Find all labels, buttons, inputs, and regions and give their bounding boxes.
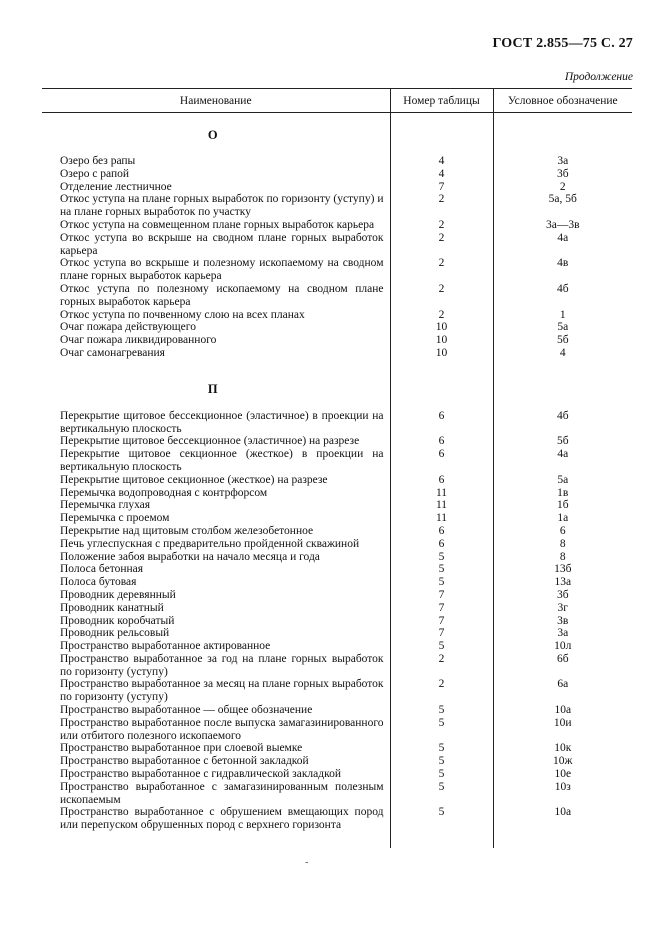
symbol-code: 6б: [493, 653, 632, 679]
table-number: 2: [390, 257, 493, 283]
symbol-code: 4а: [493, 448, 632, 474]
symbol-code: 5а: [493, 474, 632, 487]
table-number: 2: [390, 678, 493, 704]
designation-name: Положение забоя выработки на начало месяца и года: [60, 550, 320, 563]
empty-cell: [390, 360, 493, 368]
table-number: 5: [390, 781, 493, 807]
symbol-code: 5б: [493, 334, 632, 347]
table-number: 5: [390, 755, 493, 768]
designation-name: Пространство выработанное — общее обозначение: [60, 704, 313, 717]
table-number: 5: [390, 551, 493, 564]
empty-cell: [493, 360, 632, 368]
table-number: 5: [390, 563, 493, 576]
section-gap: [42, 360, 632, 368]
table-row: [42, 717, 632, 743]
table-row: [42, 193, 632, 219]
designation-name: Проводник деревянный: [60, 588, 176, 601]
symbol-code: 13а: [493, 576, 632, 589]
symbol-code: 10е: [493, 768, 632, 781]
designation-name: Отделение лестничное: [60, 180, 172, 193]
symbol-code: 5а, 5б: [493, 193, 632, 219]
table-row: [42, 168, 632, 181]
table-row: [42, 653, 632, 679]
table-number: 7: [390, 589, 493, 602]
table-number: 5: [390, 717, 493, 743]
table-number: 6: [390, 538, 493, 551]
designation-name: Полоса бетонная: [60, 563, 144, 576]
symbol-code: 1б: [493, 499, 632, 512]
designation-name: Озеро без рапы: [60, 155, 136, 167]
designation-name: Пространство выработанное с гидравлической закладкой: [60, 768, 342, 781]
designation-name: Полоса бутовая: [60, 576, 137, 589]
table-number: 2: [390, 309, 493, 322]
section-letter: П: [207, 382, 218, 397]
table-row: [42, 742, 632, 755]
designation-name: Откос уступа на совмещенном плане горных выработок карьера: [60, 218, 375, 231]
symbol-code: 13б: [493, 563, 632, 576]
table-number: 5: [390, 806, 493, 832]
section-heading-row: [42, 113, 632, 156]
symbol-code: 4б: [493, 283, 632, 309]
table-row: [42, 678, 632, 704]
table-row: [42, 538, 632, 551]
table-number: 2: [390, 193, 493, 219]
table-number: 5: [390, 576, 493, 589]
symbol-code: 8: [493, 538, 632, 551]
table-number: 7: [390, 627, 493, 640]
symbol-code: 10ж: [493, 755, 632, 768]
table-row: [42, 257, 632, 283]
symbol-code: 1а: [493, 512, 632, 525]
symbol-code: 8: [493, 551, 632, 564]
designation-name: Перекрытие щитовое бессекционное (эластичное) на разрезе: [60, 435, 360, 448]
column-header-name: Наименование: [42, 89, 390, 113]
table-row: [42, 321, 632, 334]
table-number: 6: [390, 435, 493, 448]
table-row: [42, 232, 632, 258]
table-number: 4: [390, 168, 493, 181]
empty-cell: [42, 832, 390, 848]
table-number: 2: [390, 283, 493, 309]
designation-name: Откос уступа по полезному ископаемому на сводном плане горных выработок карьера: [60, 282, 384, 308]
empty-cell: [493, 368, 632, 410]
symbol-code: 6а: [493, 678, 632, 704]
symbol-code: 10а: [493, 704, 632, 717]
table-number: 7: [390, 602, 493, 615]
symbol-code: 10и: [493, 717, 632, 743]
continuation-label: Продолжение: [564, 71, 633, 83]
designation-name: Очаг пожара ликвидированного: [60, 334, 217, 347]
designation-name: Пространство выработанное за год на плане горных выработок по горизонту (уступу): [60, 652, 384, 678]
table-number: 6: [390, 474, 493, 487]
designation-name: Откос уступа на плане горных выработок по горизонту (уступу) и на плане горных выработок по участку: [60, 193, 384, 219]
table-number: 5: [390, 704, 493, 717]
table-header-row: [42, 89, 632, 113]
designation-name: Перемычка водопроводная с контрфорсом: [60, 486, 268, 499]
column-header-table-number: Номер таблицы: [390, 89, 493, 113]
designation-name: Пространство выработанное после выпуска замагазинированного или отбитого полезного ископаемого: [60, 716, 384, 742]
symbol-code: 5а: [493, 321, 632, 334]
table-number: 11: [390, 487, 493, 500]
table-row: [42, 563, 632, 576]
symbol-code: 6: [493, 525, 632, 538]
designation-name: Проводник коробчатый: [60, 614, 175, 627]
symbol-code: 1: [493, 309, 632, 322]
table-number: 11: [390, 499, 493, 512]
table-row: [42, 781, 632, 807]
empty-cell: [390, 368, 493, 410]
designation-name: Пространство выработанное актированное: [60, 640, 271, 653]
table-number: 4: [390, 155, 493, 168]
table-row: [42, 806, 632, 832]
symbol-code: 4а: [493, 232, 632, 258]
designation-name: Откос уступа по почвенному слою на всех планах: [60, 308, 305, 321]
designation-name: Пространство выработанное с обрушением вмещающих пород или перепуском обрушенных пород с верхнего горизонта: [60, 806, 384, 832]
symbol-code: 10к: [493, 742, 632, 755]
empty-cell: [493, 113, 632, 156]
symbol-code: 10з: [493, 781, 632, 807]
symbol-code: 5б: [493, 435, 632, 448]
table-row: [42, 181, 632, 194]
table-row: [42, 576, 632, 589]
section-heading-row: [42, 368, 632, 410]
empty-cell: [390, 832, 493, 848]
table-number: 10: [390, 334, 493, 347]
section-letter: О: [207, 127, 218, 142]
page-footer-mark: -: [305, 857, 309, 868]
table-row: [42, 602, 632, 615]
designation-name: Очаг пожара действующего: [60, 321, 196, 334]
table-number: 10: [390, 321, 493, 334]
designation-name: Перекрытие щитовое бессекционное (эластичное) в проекции на вертикальную плоскость: [60, 409, 384, 435]
designation-name: Откос уступа во вскрыше и полезному ископаемому на сводном плане горных выработок карьера: [60, 257, 384, 283]
designation-name: Пространство выработанное с бетонной закладкой: [60, 755, 309, 768]
table-number: 11: [390, 512, 493, 525]
designation-name: Перекрытие щитовое секционное (жесткое) в проекции на вертикальную плоскость: [60, 448, 384, 473]
table-row: [42, 487, 632, 500]
column-header-symbol: Условное обозначение: [493, 89, 632, 113]
empty-cell: [493, 832, 632, 848]
table-body: [42, 113, 632, 849]
table-row: [42, 155, 632, 168]
designation-name: Откос уступа во вскрыше на сводном плане горных выработок карьера: [60, 231, 384, 257]
table-row: [42, 448, 632, 474]
empty-cell: [42, 360, 390, 368]
table-row: [42, 474, 632, 487]
empty-cell: [390, 113, 493, 156]
table-number: 7: [390, 615, 493, 628]
designation-name: Озеро с рапой: [60, 167, 130, 180]
symbol-code: 3б: [493, 168, 632, 181]
symbol-code: 10л: [493, 640, 632, 653]
table-number: 6: [390, 448, 493, 474]
designation-name: Перекрытие над щитовым столбом железобетонное: [60, 524, 314, 537]
table-row: [42, 704, 632, 717]
table-row: [42, 525, 632, 538]
table-row: [42, 768, 632, 781]
table-row: [42, 435, 632, 448]
table-row: [42, 283, 632, 309]
symbol-code: 3б: [493, 589, 632, 602]
table-row: [42, 219, 632, 232]
table-row: [42, 627, 632, 640]
designation-name: Перемычка глухая: [60, 499, 151, 512]
table-row: [42, 551, 632, 564]
symbol-code: 4: [493, 347, 632, 360]
table-row: [42, 334, 632, 347]
table-number: 5: [390, 768, 493, 781]
designation-name: Проводник рельсовый: [60, 627, 170, 640]
symbol-code: 3а—3в: [493, 219, 632, 232]
symbol-code: 4б: [493, 410, 632, 436]
table-row: [42, 347, 632, 360]
symbol-code: 1в: [493, 487, 632, 500]
table-tail: [42, 832, 632, 848]
designation-name: Проводник канатный: [60, 601, 164, 614]
table-number: 2: [390, 219, 493, 232]
designation-name: Печь углеспускная с предварительно пройденной скважиной: [60, 537, 360, 550]
symbol-code: 3а: [493, 627, 632, 640]
table-row: [42, 512, 632, 525]
table-number: 5: [390, 640, 493, 653]
table-row: [42, 589, 632, 602]
designation-name: Пространство выработанное с замагазинированным полезным ископаемым: [60, 780, 384, 806]
table-row: [42, 309, 632, 322]
symbol-code: 3в: [493, 615, 632, 628]
symbol-code: 2: [493, 181, 632, 194]
table-number: 5: [390, 742, 493, 755]
symbol-code: 10а: [493, 806, 632, 832]
designation-name: Пространство выработанное при слоевой выемке: [60, 742, 303, 755]
designation-name: Перемычка с проемом: [60, 512, 170, 525]
table-number: 2: [390, 653, 493, 679]
designation-name: Пространство выработанное за месяц на плане горных выработок по горизонту (уступу): [60, 678, 384, 704]
table-row: [42, 615, 632, 628]
table-row: [42, 640, 632, 653]
page-header: ГОСТ 2.855—75 С. 27: [492, 36, 633, 51]
designations-table: [42, 88, 632, 848]
designation-name: Очаг самонагревания: [60, 346, 165, 359]
symbol-code: 3а: [493, 155, 632, 168]
symbol-code: 4в: [493, 257, 632, 283]
table-number: 10: [390, 347, 493, 360]
table-number: 7: [390, 181, 493, 194]
designation-name: Перекрытие щитовое секционное (жесткое) на разрезе: [60, 473, 328, 486]
table-row: [42, 755, 632, 768]
table-number: 6: [390, 525, 493, 538]
table-number: 6: [390, 410, 493, 436]
table-row: [42, 410, 632, 436]
table-row: [42, 499, 632, 512]
symbol-code: 3г: [493, 602, 632, 615]
table-number: 2: [390, 232, 493, 258]
